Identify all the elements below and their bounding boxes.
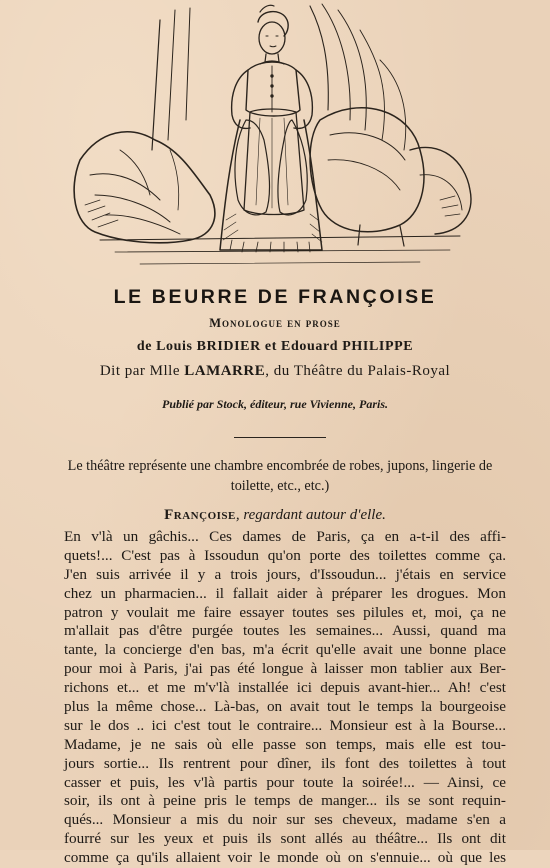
text-line: patron y voulait me faire essayer toutes ses pilules et, moi, ça ne [64,603,506,621]
text-line: chez un pharmacien... il fallait aider à préparer les drogues. Mon [64,584,506,602]
text-line: richons et... et me m'v'là installée ici depuis avant-hier... Ah! c'est [64,679,506,697]
text-line: m'allait pas d'être purgée toutes les semaines... Aussi, quand ma [64,622,506,640]
illustration-maid-engraving [60,0,490,278]
stage-direction: Le théâtre représente une chambre encombrée de robes, jupons, lingerie de toilette, etc., etc.) [67,458,493,494]
text-line: pour moi à Paris, j'ai pas été longue à laisser mon tablier aux Ber- [64,660,506,678]
page-title: LE BEURRE DE FRANÇOISE [113,286,437,308]
text-line: comme ça qu'ils allaient voir le monde où on s'ennuie... où que les [64,849,506,867]
divider-rule [234,437,326,438]
text-line: tante, la concierge d'en bas, m'a écrit qu'elle avait une bonne place [64,641,506,659]
text-line: fourré sur les yeux et puis ils sont allés au théâtre... Ils ont dit [64,830,506,848]
text-line: sur le dos .. ici c'est tout le contraire... Monsieur est à la Bourse... [64,716,506,734]
publisher-line: Publié par Stock, éditeur, rue Vivienne, Paris. [161,397,388,411]
text-line: Madame, je ne sais où elle passe son temps, mais elle est tou- [64,735,506,753]
text-line: plus la même chose... Là-bas, on avait tout le temps la bourgeoise [64,698,506,716]
text-line: soir, ils ont à peine pris le temps de manger... ils se sont requin- [64,792,506,810]
text-line: casser et puis, les v'là partis pour toute la soirée!... — Ainsi, ce [64,773,506,791]
text-line: quets!... C'est pas à Issoudun qu'on porte des toilettes comme ça. [64,546,506,564]
monologue-text [64,528,506,868]
text-line: J'en suis arrivée il y a trois jours, d'Issoudun... j'étais en service [64,565,506,583]
performed-by-line [0,363,550,380]
text-line: qués... Monsieur a mis du noir sur ses cheveux, madame s'en a [64,811,506,829]
performed-by-suffix: , du Théâtre du Palais-Royal [265,363,451,379]
speaker-direction: , regardant autour d'elle. [235,507,386,523]
performed-by-prefix: Dit par Mlle [99,363,185,379]
subtitle: Monologue en prose [209,316,341,330]
authors-line: de Louis BRIDIER et Edouard PHILIPPE [136,339,414,354]
performer-name: LAMARRE [184,363,266,379]
text-line: jours sortie... Ils rentrent pour dîner, ils font des toilettes à tout [64,754,506,772]
text-line: En v'là un gâchis... Ces dames de Paris, ça en a-t-il des affi- [64,528,506,545]
speaker-name: Françoise [164,507,236,523]
speaker-heading [0,507,550,524]
